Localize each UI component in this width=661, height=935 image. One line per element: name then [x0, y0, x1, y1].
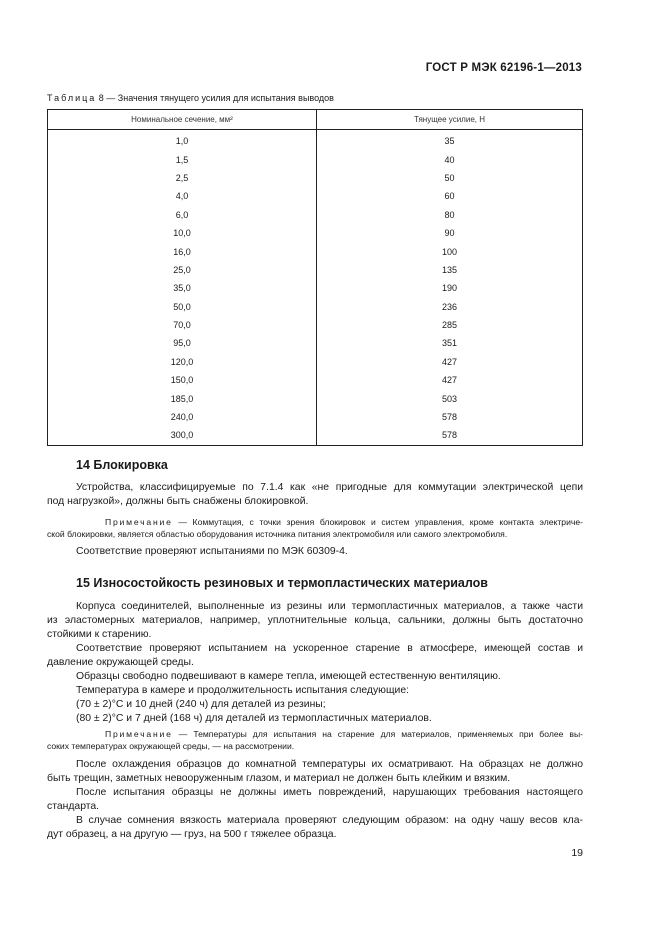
section-15-note — [76, 728, 583, 740]
section-14-compliance: Соответствие проверяют испытаниями по МЭК 60309-4. — [76, 546, 348, 557]
cell-pull-force: 190 — [317, 279, 583, 297]
cell-cross-section: 185,0 — [48, 389, 317, 407]
section-14-note — [76, 516, 583, 528]
text-line: из эластомерных материалов, например, уплотнительные кольца, сальники, должны быть достаточно — [47, 615, 583, 626]
table-row — [48, 187, 583, 205]
section-15-paragraphs-2 — [47, 758, 583, 842]
table-row — [48, 389, 583, 407]
table-row — [48, 150, 583, 168]
text-line: дут образец, а на другую — груз, на 500 г тяжелее образца. — [47, 829, 337, 840]
table-caption — [47, 93, 334, 103]
cell-cross-section: 35,0 — [48, 279, 317, 297]
cell-pull-force: 80 — [317, 206, 583, 224]
table-row — [48, 353, 583, 371]
table-row — [48, 298, 583, 316]
cell-pull-force: 427 — [317, 353, 583, 371]
text-line: Соответствие проверяют испытанием на ускоренное старение в атмосфере, имеющей состав и — [76, 643, 583, 654]
text-line: Корпуса соединителей, выполненные из резины или термопластичных материалов, а также части — [76, 601, 583, 612]
cell-cross-section: 1,0 — [48, 130, 317, 151]
cell-cross-section: 16,0 — [48, 242, 317, 260]
table-row — [48, 130, 583, 151]
text-line: быть трещин, заметных невооруженным глазом, и материал не должен быть клейким и вязким. — [47, 773, 511, 784]
cell-pull-force: 90 — [317, 224, 583, 242]
column-header-cross-section: Номинальное сечение, мм² — [48, 110, 317, 130]
standard-header: ГОСТ Р МЭК 62196-1—2013 — [425, 62, 582, 74]
cell-cross-section: 10,0 — [48, 224, 317, 242]
table-row — [48, 316, 583, 334]
table-row — [48, 408, 583, 426]
cell-cross-section: 1,5 — [48, 150, 317, 168]
cell-cross-section: 2,5 — [48, 169, 317, 187]
table-row — [48, 224, 583, 242]
section-15-note-continued: соких температурах окружающей среды, — на рассмотрении. — [47, 741, 295, 751]
cell-pull-force: 100 — [317, 242, 583, 260]
text-line: стандарта. — [47, 801, 100, 812]
cell-cross-section: 50,0 — [48, 298, 317, 316]
cell-pull-force: 503 — [317, 389, 583, 407]
table-caption-prefix: Таблица — [47, 93, 97, 103]
cell-cross-section: 4,0 — [48, 187, 317, 205]
text-line: В случае сомнения вязкость материала проверяют следующим образом: на одну чашу весов кла- — [76, 815, 583, 826]
text-line: под нагрузкой», должны быть снабжены блокировкой. — [47, 496, 309, 507]
cell-pull-force: 135 — [317, 261, 583, 279]
note-label: Примечание — [105, 517, 173, 527]
text-line: Устройства, классифицируемые по 7.1.4 как «не пригодные для коммутации электрической цепи — [76, 482, 583, 493]
table-row — [48, 169, 583, 187]
text-line: Образцы свободно подвешивают в камере тепла, имеющей естественную вентиляцию. — [76, 671, 501, 682]
cell-cross-section: 240,0 — [48, 408, 317, 426]
cell-pull-force: 60 — [317, 187, 583, 205]
text-line: давление окружающей среды. — [47, 657, 194, 668]
text-line: Температура в камере и продолжительность испытания следующие: — [76, 685, 409, 696]
section-14-paragraph — [47, 481, 583, 509]
page-number: 19 — [571, 847, 583, 859]
table-row — [48, 279, 583, 297]
table-row — [48, 426, 583, 445]
section-14-note-continued: ской блокировки, является областью оборудования источника питания электромобиля или самого электромобиля. — [47, 529, 508, 539]
cell-cross-section: 150,0 — [48, 371, 317, 389]
section-15-title: 15 Износостойкость резиновых и термопластических материалов — [76, 576, 488, 590]
text-line: (70 ± 2)°С и 10 дней (240 ч) для деталей из резины; — [76, 699, 326, 710]
text-line: После испытания образцы не должны иметь повреждений, нарушающих требования настоящего — [76, 787, 583, 798]
table-row — [48, 242, 583, 260]
pull-force-table — [47, 109, 583, 446]
cell-pull-force: 427 — [317, 371, 583, 389]
table-row — [48, 334, 583, 352]
cell-pull-force: 50 — [317, 169, 583, 187]
table-row — [48, 261, 583, 279]
cell-cross-section: 300,0 — [48, 426, 317, 445]
section-15-paragraphs — [47, 600, 583, 726]
cell-pull-force: 285 — [317, 316, 583, 334]
cell-pull-force: 236 — [317, 298, 583, 316]
table-body — [48, 130, 583, 446]
cell-cross-section: 6,0 — [48, 206, 317, 224]
cell-pull-force: 578 — [317, 426, 583, 445]
note-line — [76, 516, 583, 528]
cell-pull-force: 35 — [317, 130, 583, 151]
table-header-row — [48, 110, 583, 130]
cell-cross-section: 120,0 — [48, 353, 317, 371]
text-line: (80 ± 2)°С и 7 дней (168 ч) для деталей из термопластичных материалов. — [76, 713, 432, 724]
cell-cross-section: 25,0 — [48, 261, 317, 279]
table-row — [48, 206, 583, 224]
note-text: — Температуры для испытания на старение для материалов, применяемых при более вы- — [172, 729, 583, 739]
text-line: После охлаждения образцов до комнатной температуры их осматривают. На образцах не должно — [76, 759, 583, 770]
cell-pull-force: 578 — [317, 408, 583, 426]
cell-pull-force: 351 — [317, 334, 583, 352]
table-caption-text: 8 — Значения тянущего усилия для испытания выводов — [96, 93, 334, 103]
table-row — [48, 371, 583, 389]
note-label: Примечание — [105, 729, 173, 739]
cell-cross-section: 70,0 — [48, 316, 317, 334]
section-14-title: 14 Блокировка — [76, 458, 168, 472]
note-text: — Коммутация, с точки зрения блокировок и систем управления, кроме контакта электриче- — [172, 517, 583, 527]
cell-pull-force: 40 — [317, 150, 583, 168]
cell-cross-section: 95,0 — [48, 334, 317, 352]
note-line — [76, 728, 583, 740]
column-header-pull-force: Тянущее усилие, Н — [317, 110, 583, 130]
text-line: стойкими к старению. — [47, 629, 152, 640]
